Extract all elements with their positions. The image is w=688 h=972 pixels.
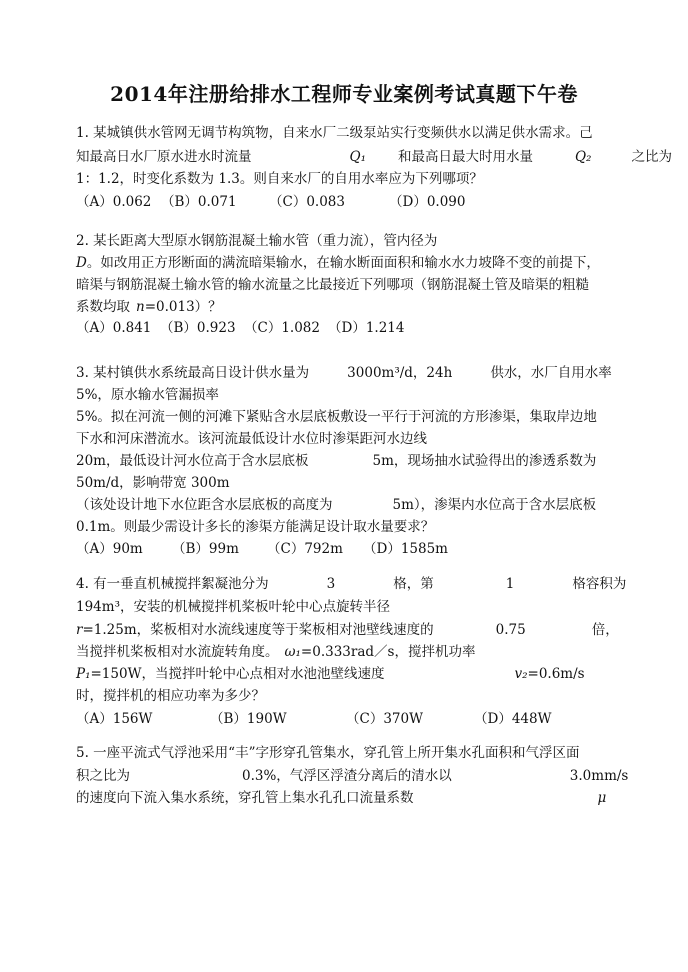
q1-option-d: （D）0.090	[389, 194, 466, 210]
q3-option-b: （B）99m	[172, 541, 239, 557]
q5-text: 3.0mm/s	[569, 768, 629, 784]
q1-line-3: 1：1.2，时变化系数为 1.3。则自来水厂的自用水率应为下列哪项？	[76, 171, 483, 187]
q4-line-5	[76, 665, 585, 683]
q3-line-1	[76, 364, 612, 382]
q4-text: 格，第	[393, 576, 434, 592]
q4-text: 0.75	[495, 622, 526, 638]
q4-variable: ω₁	[284, 644, 301, 660]
q3-line-2: 5%，原水输水管漏损率	[76, 387, 219, 403]
q2-option-a: （A）0.841	[76, 320, 152, 336]
q3-line-4: 下水和河床潜流水。该河流最低设计水位时渗渠距河水边线	[76, 431, 427, 447]
q4-text: =0.6m/s	[527, 666, 585, 682]
q4-text: 3	[326, 576, 336, 592]
q2-options	[76, 319, 404, 337]
q4-text: 4. 有一垂直机械搅拌絮凝池分为	[76, 576, 269, 592]
q3-line-7	[76, 496, 596, 514]
q3-text: 5m，现场抽水试验得出的渗透系数为	[372, 453, 597, 469]
q3-options	[76, 540, 448, 558]
q1-options	[76, 193, 465, 211]
q3-line-5	[76, 452, 596, 470]
q4-options	[76, 710, 551, 728]
q2-variable: n	[136, 299, 145, 315]
q2-option-d: （D）1.214	[328, 320, 405, 336]
q5-text: 的速度向下流入集水系统，穿孔管上集水孔孔口流量系数	[76, 790, 414, 806]
q4-variable: v₂	[514, 666, 528, 682]
q4-text: 当搅拌机桨板相对水流旋转角度。	[76, 644, 279, 660]
q4-variable: P₁	[76, 666, 91, 682]
q3-option-c: （C）792m	[267, 541, 343, 557]
q1-option-b: （B）0.071	[161, 194, 237, 210]
q1-variable: Q₁	[349, 149, 366, 165]
q4-text: 1	[505, 576, 515, 592]
q2-text: 系数均取	[76, 299, 130, 315]
q1-line-1: 1. 某城镇供水管网无调节构筑物，自来水厂二级泵站实行变频供水以满足供水需求。己	[76, 125, 593, 141]
q4-line-1	[76, 575, 626, 593]
q4-text: =0.333rad／s，搅拌机功率	[300, 644, 476, 660]
q5-text: 积之比为	[76, 768, 130, 784]
q5-line-1: 5. 一座平流式气浮池采用“丰”字形穿孔管集水，穿孔管上所开集水孔面积和气浮区面	[76, 745, 580, 761]
q2-line-2	[76, 254, 600, 272]
q4-line-3	[76, 621, 619, 639]
q1-text: 和最高日最大时用水量	[397, 149, 533, 165]
q2-text: =0.013）？	[144, 299, 222, 315]
q4-text: 格容积为	[572, 576, 627, 592]
q1-text: 之比为	[631, 149, 672, 165]
q2-line-3: 暗渠与钢筋混凝土输水管的输水流量之比最接近下列哪项（钢筋混凝土管及暗渠的粗糙	[76, 277, 589, 293]
q4-option-c: （C）370W	[346, 711, 423, 727]
q3-line-3: 5%。拟在河流一侧的河滩下紧贴含水层底板敷设一平行于河流的方形渗渠，集取岸边地	[76, 409, 597, 425]
q3-option-a: （A）90m	[76, 541, 143, 557]
page-title: 2014年注册给排水工程师专业案例考试真题下午卷	[110, 82, 578, 106]
q3-option-d: （D）1585m	[363, 541, 448, 557]
q4-variable: r	[76, 622, 83, 638]
q4-option-a: （A）156W	[76, 711, 153, 727]
q4-text: =1.25m，桨板相对水流线速度等于桨板相对池壁线速度的	[82, 622, 434, 638]
q2-variable: D	[76, 255, 87, 271]
q5-variable: μ	[597, 790, 607, 806]
q1-line-2	[76, 148, 672, 166]
q2-line-4	[76, 298, 222, 316]
q1-text: 知最高日水厂原水进水时流量	[76, 149, 252, 165]
q3-text: 5m），渗渠内水位高于含水层底板	[392, 497, 597, 513]
q3-text: 供水，水厂自用水率	[490, 365, 612, 381]
q1-variable: Q₂	[574, 149, 592, 165]
q4-option-b: （B）190W	[210, 711, 287, 727]
q4-line-4	[76, 643, 475, 661]
q4-line-6: 时，搅拌机的相应功率为多少？	[76, 688, 265, 704]
q3-line-8: 0.1m。则最少需设计多长的渗渠方能满足设计取水量要求？	[76, 519, 435, 535]
q2-option-c: （C）1.082	[244, 320, 320, 336]
q5-line-2	[76, 767, 628, 785]
q5-text: 0.3%，气浮区浮渣分离后的清水以	[242, 768, 452, 784]
q4-option-d: （D）448W	[474, 711, 552, 727]
q2-line-1: 2. 某长距离大型原水钢筋混凝土输水管（重力流），管内径为	[76, 233, 438, 249]
q3-text: 3000m³/d，24h	[347, 365, 453, 381]
q3-text: 3. 某村镇供水系统最高日设计供水量为	[76, 365, 310, 381]
q3-line-6: 50m/d，影响带宽 300m	[76, 475, 230, 491]
q1-option-c: （C）0.083	[269, 194, 345, 210]
q4-text: 倍，	[591, 622, 619, 638]
q2-text: 。如改用正方形断面的满流暗渠输水，在输水断面面积和输水水力坡降不变的前提下，	[86, 255, 600, 271]
q4-line-2: 194m³，安装的机械搅拌机桨板叶轮中心点旋转半径	[76, 599, 390, 615]
q4-text: =150W，当搅拌叶轮中心点相对水池池壁线速度	[90, 666, 385, 682]
q2-option-b: （B）0.923	[160, 320, 236, 336]
q3-text: （该处设计地下水位距含水层底板的高度为	[76, 497, 333, 513]
q1-option-a: （A）0.062	[76, 194, 152, 210]
q5-line-3	[76, 789, 606, 807]
q3-text: 20m，最低设计河水位高于含水层底板	[76, 453, 309, 469]
